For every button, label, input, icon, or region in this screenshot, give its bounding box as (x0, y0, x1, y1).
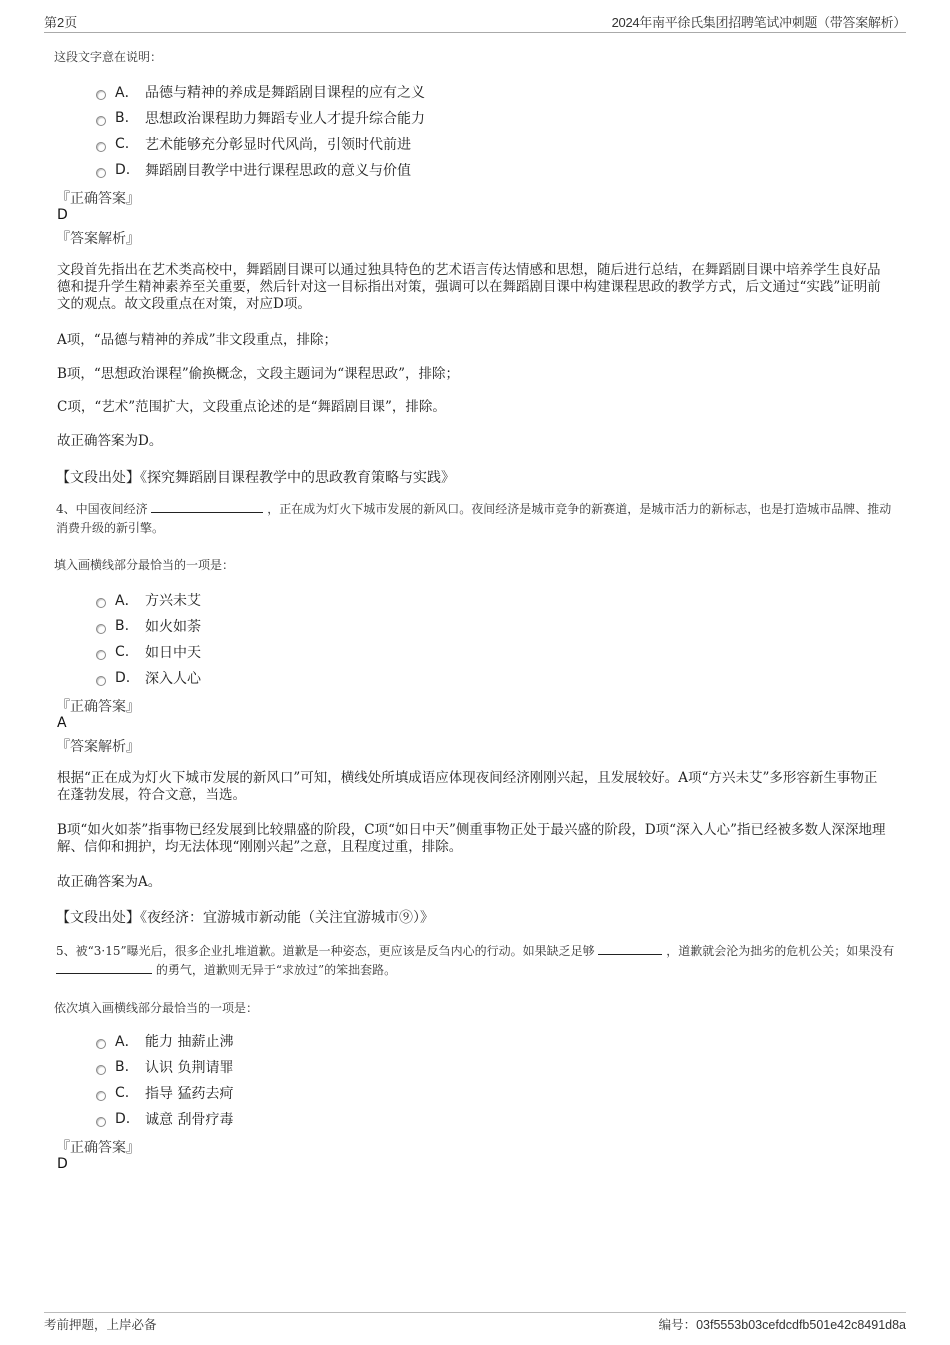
q3-prompt: 这段文字意在说明： (54, 50, 163, 64)
option-text: 指导 猛药去疴 (145, 1086, 234, 1102)
option-letter: B. (115, 110, 130, 126)
option-text: 诚意 刮骨疗毒 (145, 1112, 234, 1128)
q3-analysis-b: B项，“思想政治课程”偷换概念，文段主题词为“课程思政”，排除； (57, 366, 460, 382)
q3-analysis-a: A项，“品德与精神的养成”非文段重点，排除； (57, 332, 338, 348)
option-text: 舞蹈剧目教学中进行课程思政的意义与价值 (145, 163, 411, 179)
option-letter: C. (115, 136, 130, 152)
q3-option-c[interactable] (96, 133, 411, 155)
q4-analysis-paragraph-1: 根据“正在成为灯火下城市发展的新风口”可知，横线处所填成语应体现夜间经济刚刚兴起，且发展较好。A项“方兴未艾”多形容新生事物正在蓬勃发展，符合文意，当选。 (57, 770, 878, 803)
option-text: 方兴未艾 (145, 593, 201, 609)
option-text: 思想政治课程助力舞蹈专业人才提升综合能力 (145, 111, 425, 127)
radio-unchecked-icon[interactable] (96, 598, 106, 608)
q5-prompt: 依次填入画横线部分最恰当的一项是： (54, 1001, 259, 1015)
option-text: 如火如荼 (145, 619, 201, 635)
radio-unchecked-icon[interactable] (96, 650, 106, 660)
q4-option-b[interactable] (96, 615, 201, 637)
q3-answer-label: 『正确答案』 (56, 191, 140, 207)
q5-option-a[interactable] (96, 1030, 233, 1052)
radio-unchecked-icon[interactable] (96, 624, 106, 634)
footer-serial (659, 1315, 906, 1333)
page-number: 第2页 (44, 15, 78, 30)
option-letter: B. (115, 618, 130, 634)
option-letter: A． (115, 1034, 139, 1050)
q5-stem-part3: 的勇气，道歉则无异于“求放过”的笨拙套路。 (155, 963, 397, 977)
q5-blank-1 (598, 942, 662, 955)
radio-unchecked-icon[interactable] (96, 142, 106, 152)
q3-source: 【文段出处】《探究舞蹈剧目课程教学中的思政教育策略与实践》 (56, 470, 455, 486)
q3-answer: D (57, 207, 68, 223)
option-letter: D. (115, 670, 131, 686)
q3-option-a[interactable] (96, 81, 425, 103)
option-letter: D. (115, 162, 131, 178)
radio-unchecked-icon[interactable] (96, 1091, 106, 1101)
option-letter: D. (115, 1111, 131, 1127)
radio-unchecked-icon[interactable] (96, 676, 106, 686)
option-text: 艺术能够充分彰显时代风尚，引领时代前进 (145, 137, 411, 153)
q4-analysis-conclusion: 故正确答案为A。 (57, 874, 162, 890)
q3-option-b[interactable] (96, 107, 425, 129)
q3-option-d[interactable] (96, 159, 411, 181)
radio-unchecked-icon[interactable] (96, 1065, 106, 1075)
q4-stem-before: 4、中国夜间经济 (56, 502, 148, 516)
q4-analysis-label: 『答案解析』 (56, 739, 140, 755)
option-letter: B. (115, 1059, 130, 1075)
q5-answer-label: 『正确答案』 (56, 1140, 140, 1156)
footer-slogan: 考前押题，上岸必备 (44, 1318, 157, 1332)
serial-label: 编号： (658, 1318, 697, 1332)
option-letter: C. (115, 644, 130, 660)
q5-option-c[interactable] (96, 1082, 233, 1104)
q4-prompt: 填入画横线部分最恰当的一项是： (54, 558, 235, 572)
q4-analysis-paragraph-2: B项“如火如荼”指事物已经发展到比较鼎盛的阶段，C项“如日中天”侧重事物正处于最兴盛的阶段，D项“深入人心”指已经被多数人深深地理解、信仰和拥护，均无法体现“刚刚兴起”之意，且程度过重，排除。 (57, 822, 886, 855)
option-text: 认识 负荆请罪 (145, 1060, 234, 1076)
q4-source: 【文段出处】《夜经济：宜游城市新动能（关注宜游城市⑨）》 (56, 910, 434, 926)
q4-option-d[interactable] (96, 667, 201, 689)
option-letter: A． (115, 593, 139, 609)
q5-blank-2 (56, 961, 152, 974)
radio-unchecked-icon[interactable] (96, 1117, 106, 1127)
q4-option-a[interactable] (96, 589, 201, 611)
radio-unchecked-icon[interactable] (96, 168, 106, 178)
q3-analysis-c: C项，“艺术”范围扩大，文段重点论述的是“舞蹈剧目课”，排除。 (57, 399, 446, 415)
q3-analysis-paragraph: 文段首先指出在艺术类高校中，舞蹈剧目课可以通过独具特色的艺术语言传达情感和思想，随后进行总结，在舞蹈剧目课中培养学生良好品德和提升学生精神素养至关重要，然后针对这一目标指出对策，强调可以在舞蹈剧目课中构建课程思政的教学方式，后文通过“实践”证明前文的观点。故文段重点在对策，对应D项。 (57, 262, 881, 312)
option-letter: C. (115, 1085, 130, 1101)
q5-stem (56, 942, 896, 980)
q4-stem-after: ，正在成为灯火下城市发展的新风口。夜间经济是城市竞争的新赛道，是城市活力的新标志，也是打造城市品牌、推动消费升级的新引擎。 (56, 502, 892, 535)
q5-option-d[interactable] (96, 1108, 233, 1130)
q3-analysis-conclusion: 故正确答案为D。 (57, 433, 163, 449)
radio-unchecked-icon[interactable] (96, 90, 106, 100)
q4-answer-label: 『正确答案』 (56, 699, 140, 715)
q5-stem-part1: 5、被“3·15”曝光后，很多企业扎堆道歉。道歉是一种姿态，更应该是反刍内心的行动。如果缺乏足够 (56, 944, 595, 958)
q4-stem (56, 500, 896, 538)
serial-number: 03f5553b03cefdcdfb501e42c8491d8a (696, 1318, 906, 1332)
option-text: 如日中天 (145, 645, 201, 661)
q4-option-c[interactable] (96, 641, 201, 663)
option-text: 品德与精神的养成是舞蹈剧目课程的应有之义 (145, 85, 425, 101)
q5-stem-part2: ，道歉就会沦为拙劣的危机公关；如果没有 (666, 944, 895, 958)
q5-option-b[interactable] (96, 1056, 233, 1078)
option-text: 能力 抽薪止沸 (145, 1034, 234, 1050)
option-letter: A． (115, 85, 139, 101)
option-text: 深入人心 (145, 671, 201, 687)
q5-answer: D (57, 1156, 68, 1172)
page-header (44, 12, 906, 33)
q3-analysis-label: 『答案解析』 (56, 231, 140, 247)
document-title: 2024年南平徐氏集团招聘笔试冲刺题（带答案解析） (611, 15, 906, 30)
radio-unchecked-icon[interactable] (96, 116, 106, 126)
radio-unchecked-icon[interactable] (96, 1039, 106, 1049)
q4-answer: A (57, 715, 67, 731)
q4-blank (151, 500, 263, 513)
page-footer (44, 1312, 906, 1335)
